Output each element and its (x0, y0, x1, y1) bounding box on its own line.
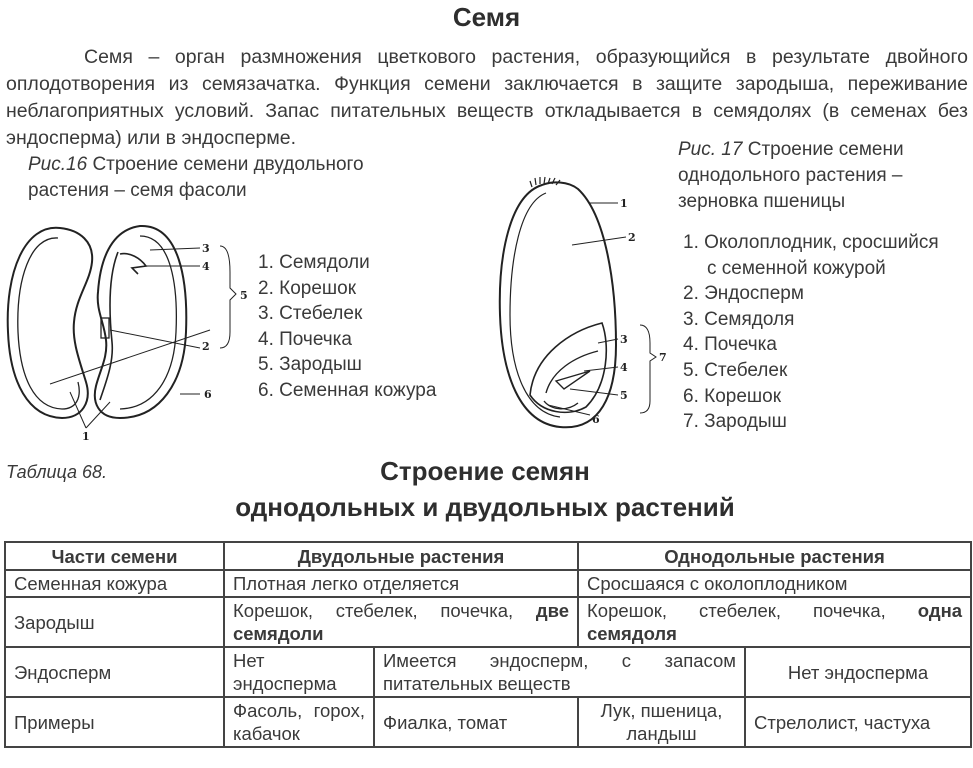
bean-plumule (120, 254, 146, 274)
cell-part: Семенная кожура (5, 570, 224, 597)
fig17-legend-item: 2. Эндосперм (683, 283, 804, 305)
bean-number-2: 2 (202, 340, 210, 353)
wheat-embryo (530, 323, 606, 412)
fig17-label: Рис. 17 (678, 139, 743, 160)
table-label: Таблица 68. (6, 462, 108, 482)
cell-dicot: Корешок, стебелек, почечка, две семядоли (224, 597, 578, 647)
table-row (5, 647, 971, 697)
wheat-number-1: 1 (620, 197, 628, 210)
fig17-legend-item: 1. Околоплодник, сросшийся (683, 232, 939, 253)
cell-dicot-none: Нет эндосперма (224, 647, 374, 697)
cell-has-endosperm: Имеется эндосперм, с запасом питательных веществ (374, 647, 745, 697)
fig17-caption (678, 137, 904, 215)
wheat-grain-diagram (490, 175, 680, 440)
fig17-legend-item: 4. Почечка (683, 334, 777, 356)
table-row (5, 597, 971, 647)
fig17-legend-item: 7. Зародыш (683, 411, 787, 433)
cell-monocot-none: Нет эндосперма (745, 647, 971, 697)
cell-part: Эндосперм (5, 647, 224, 697)
header-monocot: Однодольные растения (578, 542, 971, 570)
fig17-legend (683, 230, 939, 435)
wheat-plumule (556, 371, 590, 389)
bean-left-cotyledon-inner (18, 238, 79, 409)
cell-monocot-example-b: Стрелолист, частуха (745, 697, 971, 747)
wheat-number-4: 4 (620, 361, 628, 374)
header-parts: Части семени (5, 542, 224, 570)
bean-number-5: 5 (240, 289, 248, 302)
seed-structure-table (4, 541, 972, 748)
fig16-legend-item: 5. Зародыш (258, 354, 362, 376)
bean-number-1: 1 (82, 430, 90, 443)
cell-part: Примеры (5, 697, 224, 747)
fig17-legend-item: 5. Стебелек (683, 359, 788, 381)
fig16-legend-item: 4. Почечка (258, 328, 352, 350)
fig17-caption-line2: однодольного растения – (678, 165, 903, 186)
fig17-legend-item-cont: с семенной кожурой (707, 257, 886, 279)
cell-part: Зародыш (5, 597, 224, 647)
intro-paragraph (6, 44, 968, 152)
fig16-legend-item: 2. Корешок (258, 277, 357, 299)
cell-dicot-example-a: Фасоль, горох, кабачок (224, 697, 374, 747)
cell-monocot: Сросшаяся с околоплодником (578, 570, 971, 597)
wheat-scutellum (546, 351, 598, 393)
wheat-grain-outline (500, 182, 616, 427)
table-row (5, 570, 971, 597)
fig17-caption-line3: зерновка пшеницы (678, 191, 846, 212)
fig16-legend-item: 6. Семенная кожура (258, 379, 437, 401)
fig17-caption-line1: Строение семени (747, 139, 904, 160)
intro-text: Семя – орган размножения цветкового растения, образующийся в результате двойного оплодотворения из семязачатка. Функция семени заключается в защите зародыша, переживание неблагоприятных условий. Запас питательных веществ откладывается в семядолях (в семенах без эндосперма) или в эндосперме. (6, 46, 968, 149)
bean-right-cotyledon-inner (120, 236, 176, 409)
table-title-line1: Строение семян (380, 456, 590, 486)
wheat-grain-inner (510, 193, 560, 417)
wheat-number-6: 6 (592, 413, 600, 426)
page-title: Семя (452, 2, 521, 32)
table-title (150, 453, 820, 525)
header-dicot: Двудольные растения (224, 542, 578, 570)
bean-number-6: 6 (204, 388, 212, 401)
table-header-row (5, 542, 971, 570)
wheat-number-3: 3 (620, 333, 628, 346)
wheat-number-5: 5 (620, 389, 628, 402)
cell-monocot-example-a: Лук, пшеница, ландыш (578, 697, 745, 747)
cell-monocot: Корешок, стебелек, почечка, одна семядоля (578, 597, 971, 647)
bean-seed-diagram (0, 222, 250, 444)
wheat-number-7: 7 (659, 351, 667, 364)
fig16-label: Рис.16 (28, 154, 88, 175)
fig16-caption-line1: Строение семени двудольного (92, 154, 364, 175)
table-row (5, 697, 971, 747)
table-title-line2: однодольных и двудольных растений (235, 492, 735, 522)
fig16-caption-line2: растения – семя фасоли (28, 180, 247, 201)
fig16-legend-item: 1. Семядоли (258, 252, 370, 273)
bean-number-3: 3 (202, 242, 210, 255)
bean-number-4: 4 (202, 260, 210, 273)
fig16-legend (258, 250, 436, 404)
fig16-legend-item: 3. Стебелек (258, 303, 363, 325)
fig17-legend-item: 3. Семядоля (683, 308, 795, 330)
cell-dicot-example-b: Фиалка, томат (374, 697, 578, 747)
fig16-caption (28, 152, 364, 204)
cell-dicot: Плотная легко отделяется (224, 570, 578, 597)
wheat-number-2: 2 (628, 231, 636, 244)
fig17-legend-item: 6. Корешок (683, 385, 782, 407)
